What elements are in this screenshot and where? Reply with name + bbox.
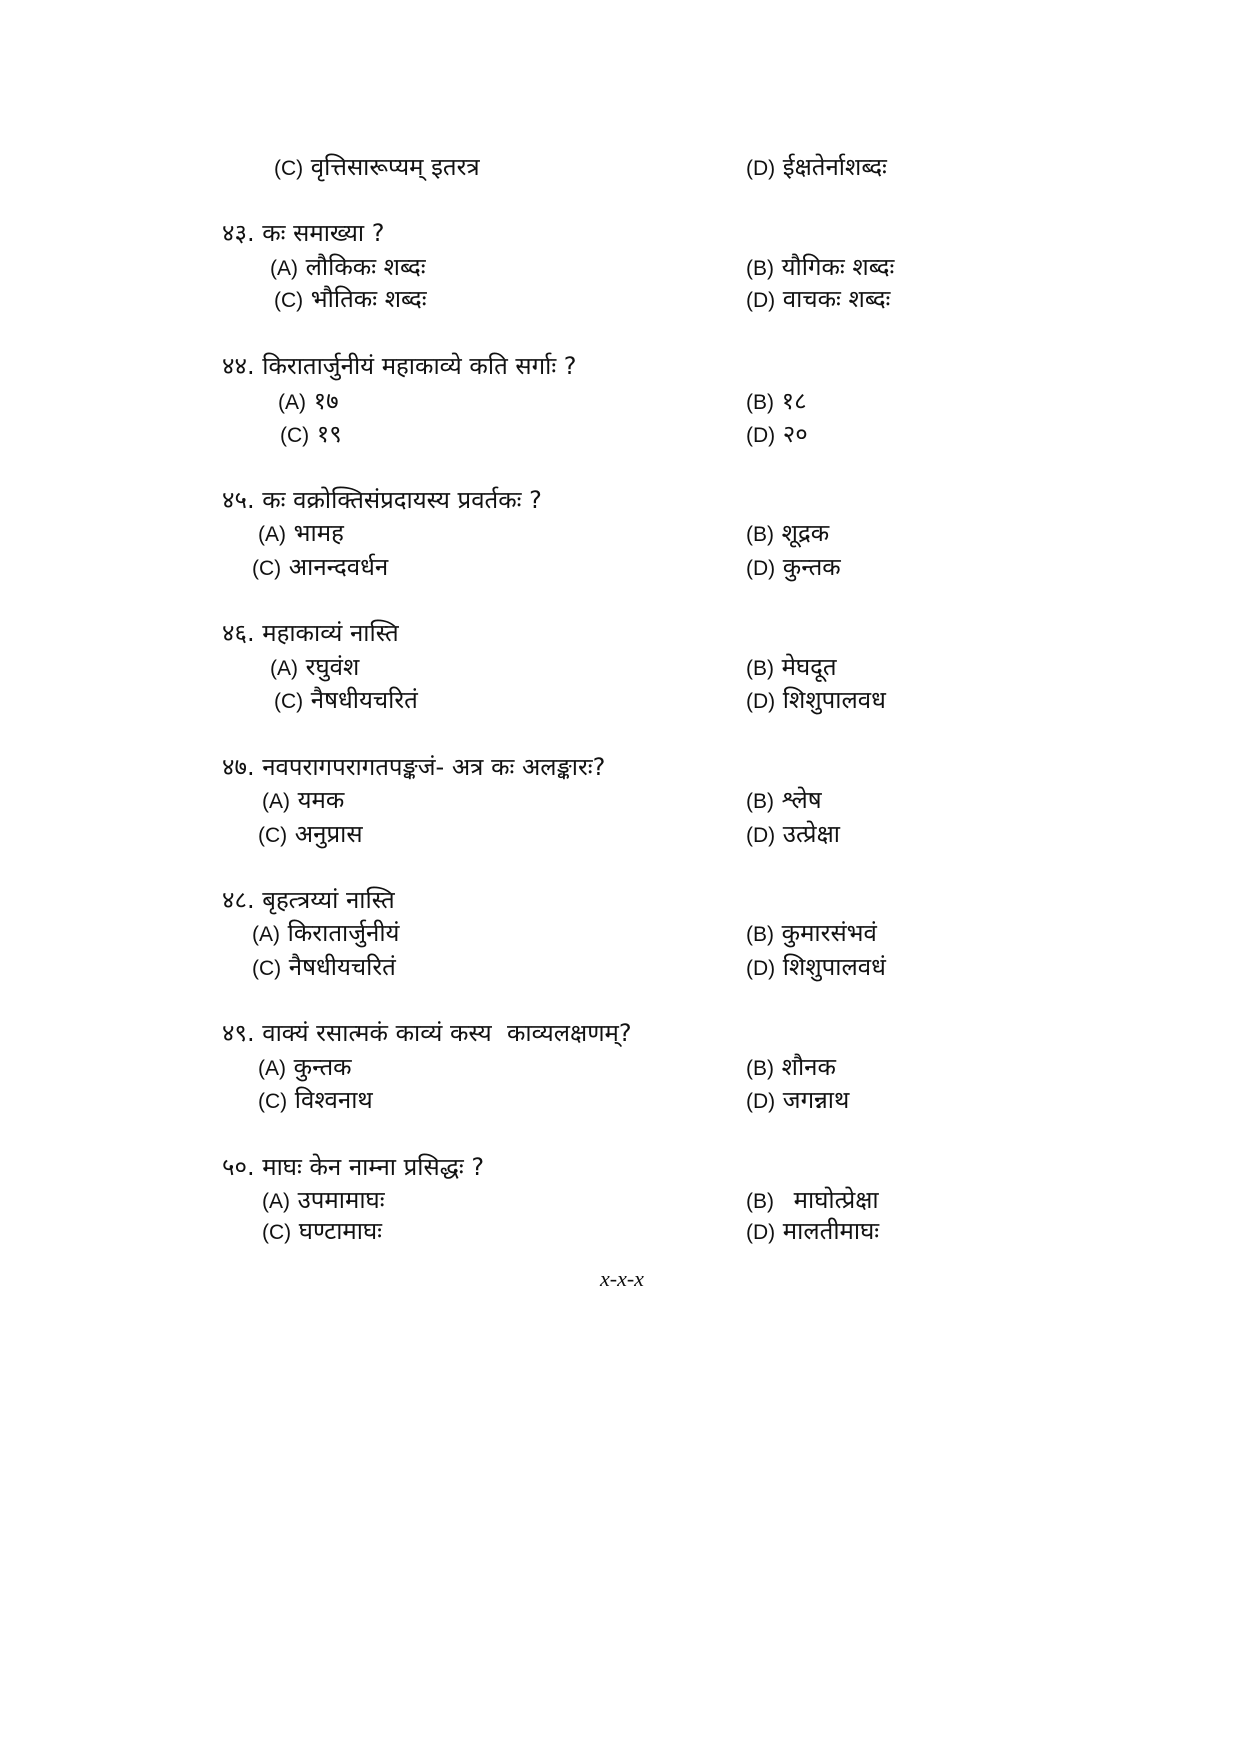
question-43: ४३. कः समाख्या ? xyxy=(222,219,385,247)
question-49: ४९. वाक्यं रसात्मकं काव्यं कस्य काव्यलक्षणम्? xyxy=(222,1019,632,1047)
option-d: (D) उत्प्रेक्षा xyxy=(746,820,840,848)
end-marker: x-x-x xyxy=(600,1266,644,1291)
option-d: (D) शिशुपालवध xyxy=(746,686,886,714)
option-d: (D) शिशुपालवधं xyxy=(746,953,886,981)
option-b: (B) श्लेष xyxy=(746,786,822,814)
option-d: (D) ईक्षतेर्नाशब्दः xyxy=(746,153,887,181)
option-b: (B) १८ xyxy=(746,387,807,415)
question-45: ४५. कः वक्रोक्तिसंप्रदायस्य प्रवर्तकः ? xyxy=(222,486,542,514)
option-d: (D) वाचकः शब्दः xyxy=(746,285,891,313)
option-a: (A) लौकिकः शब्दः xyxy=(270,253,426,281)
option-c: (C) नैषधीयचरितं xyxy=(274,686,418,714)
option-a: (A) कुन्तक xyxy=(258,1053,352,1081)
option-d: (D) मालतीमाघः xyxy=(746,1217,880,1245)
question-46: ४६. महाकाव्यं नास्ति xyxy=(222,619,399,647)
option-c: (C) भौतिकः शब्दः xyxy=(274,285,427,313)
option-a: (A) रघुवंश xyxy=(270,653,360,681)
option-d: (D) २० xyxy=(746,420,808,448)
option-c: (C) १९ xyxy=(280,420,342,448)
question-48: ४८. बृहत्त्रय्यां नास्ति xyxy=(222,886,395,914)
option-d: (D) जगन्नाथ xyxy=(746,1086,850,1114)
option-d: (D) कुन्तक xyxy=(746,553,841,581)
option-b: (B) कुमारसंभवं xyxy=(746,919,877,947)
option-c: (C) घण्टामाघः xyxy=(262,1217,383,1245)
option-a: (A) किरातार्जुनीयं xyxy=(252,919,400,947)
option-b: (B) शूद्रक xyxy=(746,519,830,547)
option-c: (C) आनन्दवर्धन xyxy=(252,553,389,581)
option-a: (A) उपमामाघः xyxy=(262,1186,385,1214)
option-a: (A) भामह xyxy=(258,519,344,547)
option-c: (C) अनुप्रास xyxy=(258,820,363,848)
option-a: (A) यमक xyxy=(262,786,345,814)
option-b: (B) यौगिकः शब्दः xyxy=(746,253,895,281)
question-44: ४४. किरातार्जुनीयं महाकाव्ये कति सर्गाः ? xyxy=(222,352,577,380)
option-b: (B) मेघदूत xyxy=(746,653,837,681)
option-c: (C) विश्वनाथ xyxy=(258,1086,373,1114)
option-a: (A) १७ xyxy=(278,387,339,415)
question-50: ५०. माघः केन नाम्ना प्रसिद्धः ? xyxy=(222,1153,485,1181)
question-47: ४७. नवपरागपरागतपङ्कजं- अत्र कः अलङ्कारः? xyxy=(222,753,606,781)
option-b: (B) शौनक xyxy=(746,1053,836,1081)
option-c: (C) वृत्तिसारूप्यम् इतरत्र xyxy=(274,153,480,181)
option-c: (C) नैषधीयचरितं xyxy=(252,953,396,981)
option-b: (B) माघोत्प्रेक्षा xyxy=(746,1186,879,1214)
